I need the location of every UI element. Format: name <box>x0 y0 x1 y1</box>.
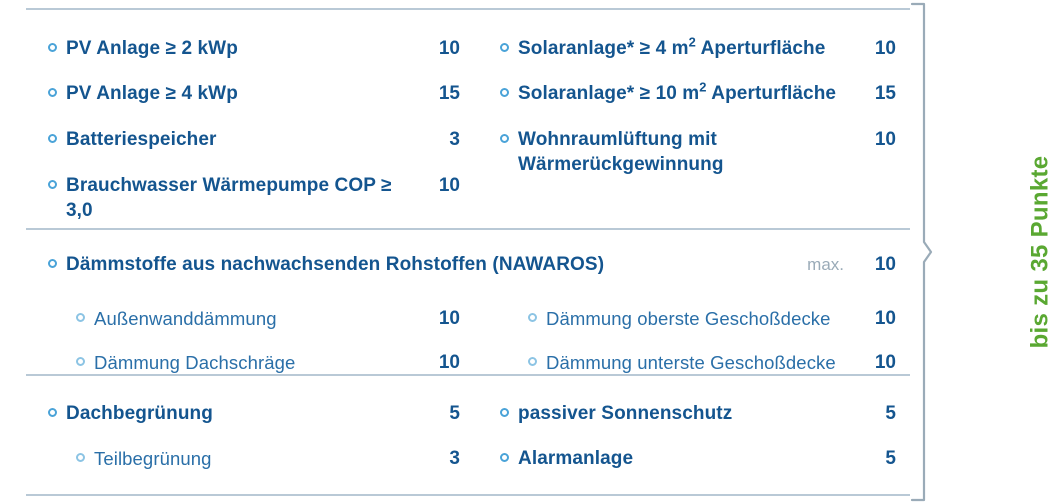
section-nawaros-right-column <box>478 306 910 375</box>
list-item[interactable] <box>26 306 478 331</box>
list-item-label: Wohnraumlüftung mit Wärmerückgewinnung <box>518 129 724 175</box>
list-item-label: Dämmung Dachschräge <box>94 352 296 373</box>
section-nawaros <box>26 228 910 374</box>
curly-brace-icon <box>910 2 932 502</box>
circle-bullet-icon <box>48 180 57 189</box>
list-item-label: Außenwanddämmung <box>94 308 277 329</box>
list-item[interactable] <box>26 10 478 61</box>
list-item[interactable] <box>478 376 910 426</box>
list-item[interactable] <box>478 331 910 375</box>
list-item-label: Dachbegrünung <box>66 403 213 424</box>
list-item-label: PV Anlage ≥ 4 kWp <box>66 83 238 104</box>
circle-bullet-icon <box>48 259 57 268</box>
circle-bullet-icon <box>48 88 57 97</box>
list-item[interactable] <box>26 61 478 106</box>
circle-bullet-icon <box>48 408 57 417</box>
section-nawaros-title: Dämmstoffe aus nachwachsenden Rohstoffen (NAWAROS) <box>66 254 605 275</box>
circle-bullet-icon <box>76 357 85 366</box>
circle-bullet-icon <box>500 134 509 143</box>
list-item-label: Dämmung unterste Geschoßdecke <box>546 352 836 373</box>
list-item[interactable] <box>478 61 910 106</box>
total-points-annotation <box>906 0 1054 504</box>
list-item-points: 10 <box>874 352 896 373</box>
circle-bullet-icon <box>76 453 85 462</box>
list-item-points: 15 <box>874 83 896 104</box>
circle-bullet-icon <box>48 43 57 52</box>
circle-bullet-icon <box>528 357 537 366</box>
circle-bullet-icon <box>76 313 85 322</box>
list-item-label: PV Anlage ≥ 2 kWp <box>66 38 238 59</box>
list-item[interactable] <box>26 152 478 223</box>
section-sonstige-right-column <box>478 376 910 471</box>
circle-bullet-icon <box>500 453 509 462</box>
list-item[interactable] <box>26 376 478 426</box>
list-item-points: 10 <box>438 308 460 329</box>
list-item-points: 10 <box>874 308 896 329</box>
criteria-table <box>26 8 910 496</box>
list-item-points: 5 <box>885 403 896 424</box>
list-item[interactable] <box>26 426 478 471</box>
section-nawaros-header[interactable] <box>26 230 910 277</box>
list-item-label: Batteriespeicher <box>66 129 217 150</box>
circle-bullet-icon <box>500 43 509 52</box>
list-item[interactable] <box>478 426 910 471</box>
list-item[interactable] <box>478 10 910 61</box>
circle-bullet-icon <box>500 408 509 417</box>
list-item-label: Teilbegrünung <box>94 448 212 469</box>
circle-bullet-icon <box>528 313 537 322</box>
list-item-label: Solaranlage* ≥ 10 $m^2$ Aperturfläche <box>518 79 837 104</box>
list-item-label: Dämmung oberste Geschoßdecke <box>546 308 831 329</box>
list-item[interactable] <box>478 106 910 177</box>
list-item-label: Alarmanlage <box>518 448 634 469</box>
section-energie <box>26 10 910 228</box>
section-sonstige-left-column <box>26 376 478 471</box>
list-item-points: 5 <box>449 403 460 424</box>
list-item-label: passiver Sonnenschutz <box>518 403 733 424</box>
section-sonstige <box>26 374 910 494</box>
list-item-label: Solaranlage* ≥ 4 $m^2$ Aperturfläche <box>518 34 826 59</box>
section-nawaros-points: 10 <box>874 254 896 275</box>
section-energie-left-column <box>26 10 478 223</box>
list-item-points: 10 <box>438 38 460 59</box>
list-item[interactable] <box>478 306 910 331</box>
list-item-points: 15 <box>438 83 460 104</box>
section-energie-right-column <box>478 10 910 177</box>
list-item-points: 10 <box>874 38 896 59</box>
list-item-label: Brauchwasser Wärmepumpe COP ≥ 3,0 <box>66 175 392 221</box>
list-item-points: 5 <box>885 448 896 469</box>
list-item-points: 3 <box>449 129 460 150</box>
list-item-points: 10 <box>438 352 460 373</box>
list-item[interactable] <box>26 106 478 152</box>
list-item-points: 10 <box>874 129 896 150</box>
circle-bullet-icon <box>500 88 509 97</box>
max-label: max. <box>807 255 844 274</box>
list-item-points: 3 <box>449 448 460 469</box>
total-points-label: bis zu 35 Punkte <box>1026 155 1054 349</box>
circle-bullet-icon <box>48 134 57 143</box>
section-nawaros-left-column <box>26 306 478 375</box>
list-item[interactable] <box>26 331 478 375</box>
list-item-points: 10 <box>438 175 460 196</box>
